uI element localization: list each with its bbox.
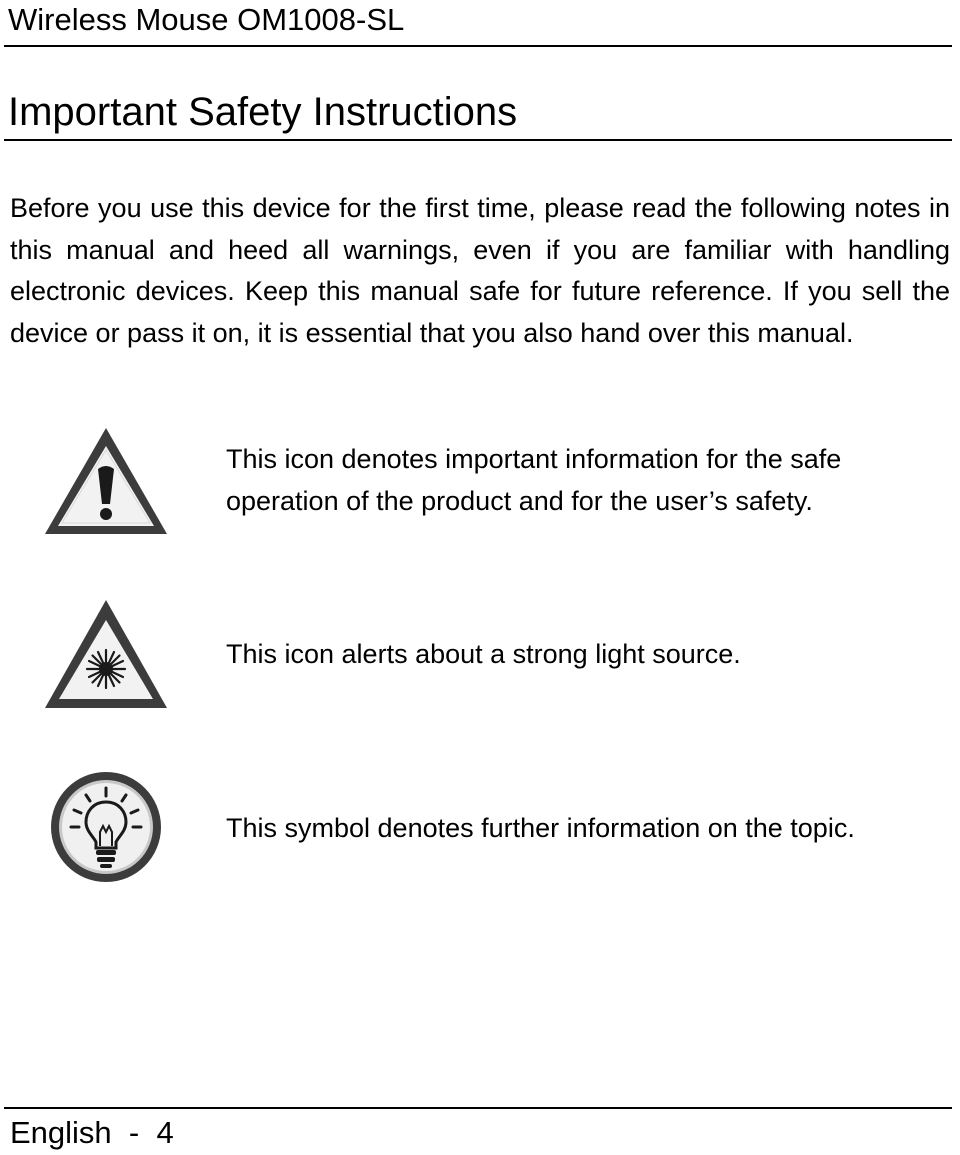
footer-divider [4, 1107, 952, 1109]
document-header-title: Wireless Mouse OM1008-SL [8, 2, 405, 37]
light-source-note-text: This icon alerts about a strong light source. [226, 639, 741, 669]
heading-divider [4, 139, 952, 141]
warning-note-text: This icon denotes important information for the safe operation of the product and for the user’s safety. [226, 444, 842, 516]
footer-page-label: English - 4 [10, 1115, 174, 1150]
warning-triangle-icon [43, 426, 169, 536]
header-divider [4, 45, 952, 47]
intro-paragraph: Before you use this device for the first time, please read the following notes in this manual and heed all warnings, even if you are familiar with handling electronic devices. Keep this manual safe for future reference. If you sell the device or pass it on, it is essential that you also hand over this manual. [10, 193, 950, 348]
light-source-warning-icon [43, 598, 169, 710]
info-note-text: This symbol denotes further information on the topic. [226, 813, 855, 843]
lightbulb-info-icon [48, 770, 164, 884]
section-heading: Important Safety Instructions [8, 90, 518, 134]
